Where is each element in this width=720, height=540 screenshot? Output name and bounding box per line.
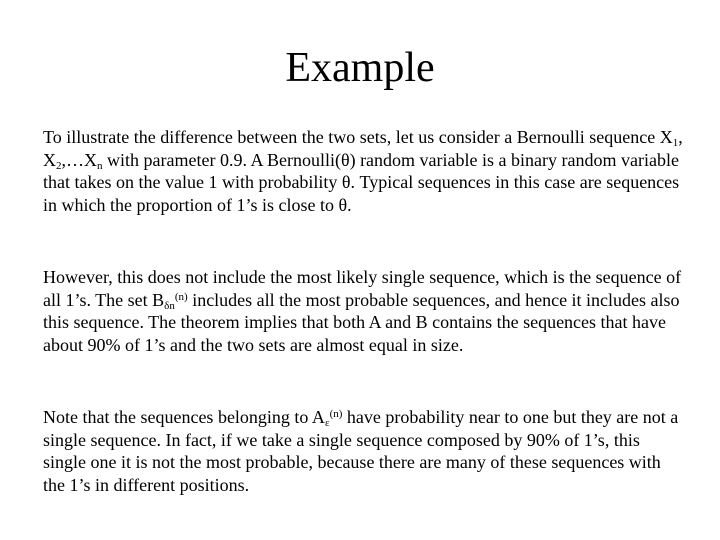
p3-subscript-epsilon: ε	[324, 417, 330, 429]
p1-text-c: ,…X	[61, 149, 97, 170]
p2-text-b: includes all the most probable sequences, and hence it includes also this sequence. The theorem implies that both A and B contains the sequences that have about 90% of 1’s and the two sets are almost equal in size.	[43, 289, 680, 355]
p3-superscript-n: (n)	[329, 408, 343, 420]
p3-text-b: have probability near to one but they are not a single sequence. In fact, if we take a single sequence composed by 90% of 1’s, this single one it is not the most probable, because there are many of these sequences with the 1’s in different positions.	[43, 407, 679, 495]
paragraph-most-likely-sequence	[43, 266, 683, 356]
p1-subscript-1: 1	[672, 137, 679, 149]
p2-text-a: However, this does not include the most likely single sequence, which is the sequence of all 1’s. The set B	[43, 267, 682, 310]
p2-superscript-n: (n)	[174, 290, 188, 303]
p1-text-a: To illustrate the difference between the two sets, let us consider a Bernoulli sequence X	[43, 127, 673, 147]
paragraph-bernoulli-example	[43, 126, 683, 216]
p1-text-d: with parameter 0.9. A Bernoulli(θ) random variable is a binary random variable that takes on the value 1 with probability θ. Typical sequences in this case are sequences in which the proportion of 1’s is close to θ.	[43, 149, 680, 215]
p3-text-a: Note that the sequences belonging to A	[43, 407, 325, 427]
p1-subscript-2: 2	[56, 159, 62, 172]
p1-text-b: , X	[43, 127, 683, 170]
slide-title: Example	[285, 45, 435, 91]
p2-subscript-delta-n: δn	[164, 299, 175, 312]
p1-subscript-n: n	[97, 159, 103, 172]
paragraph-typical-set-note	[43, 406, 683, 496]
